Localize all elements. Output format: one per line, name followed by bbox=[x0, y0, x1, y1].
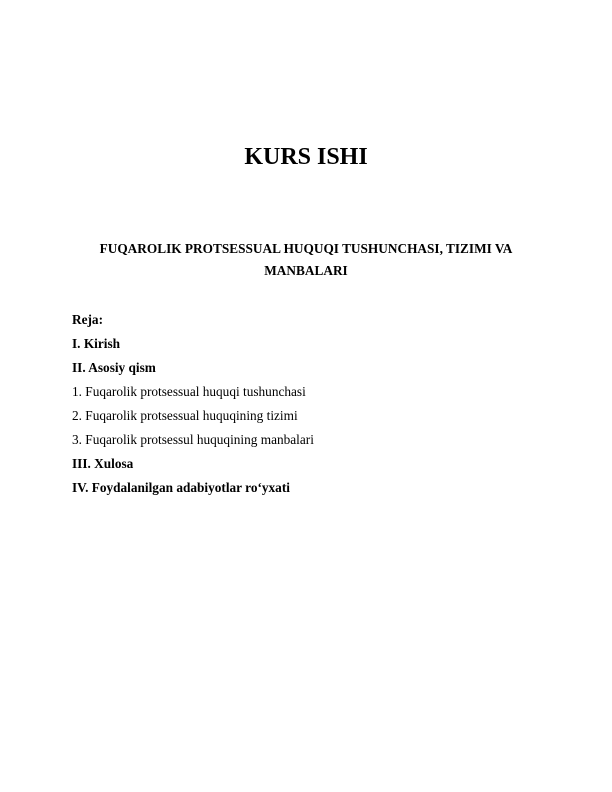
plan-outline bbox=[72, 309, 314, 501]
subtitle-line-2: MANBALARI bbox=[264, 263, 348, 278]
plan-subitem-2: 2. Fuqarolik protsessual huquqining tizimi bbox=[72, 408, 298, 423]
plan-subitem-1: 1. Fuqarolik protsessual huquqi tushunchasi bbox=[72, 384, 306, 399]
plan-heading: Reja: bbox=[72, 312, 104, 327]
subtitle-line-1: FUQAROLIK PROTSESSUAL HUQUQI TUSHUNCHASI, TIZIMI VA bbox=[99, 241, 513, 256]
plan-item-main-part: II. Asosiy qism bbox=[72, 360, 156, 375]
plan-item-references: IV. Foydalanilgan adabiyotlar ro‘yxati bbox=[72, 480, 290, 495]
plan-subitem-3: 3. Fuqarolik protsessul huquqining manbalari bbox=[72, 432, 314, 447]
document-subtitle bbox=[80, 238, 532, 282]
plan-item-conclusion: III. Xulosa bbox=[72, 456, 134, 471]
plan-item-introduction: I. Kirish bbox=[72, 336, 121, 351]
document-title: KURS ISHI bbox=[244, 144, 368, 170]
